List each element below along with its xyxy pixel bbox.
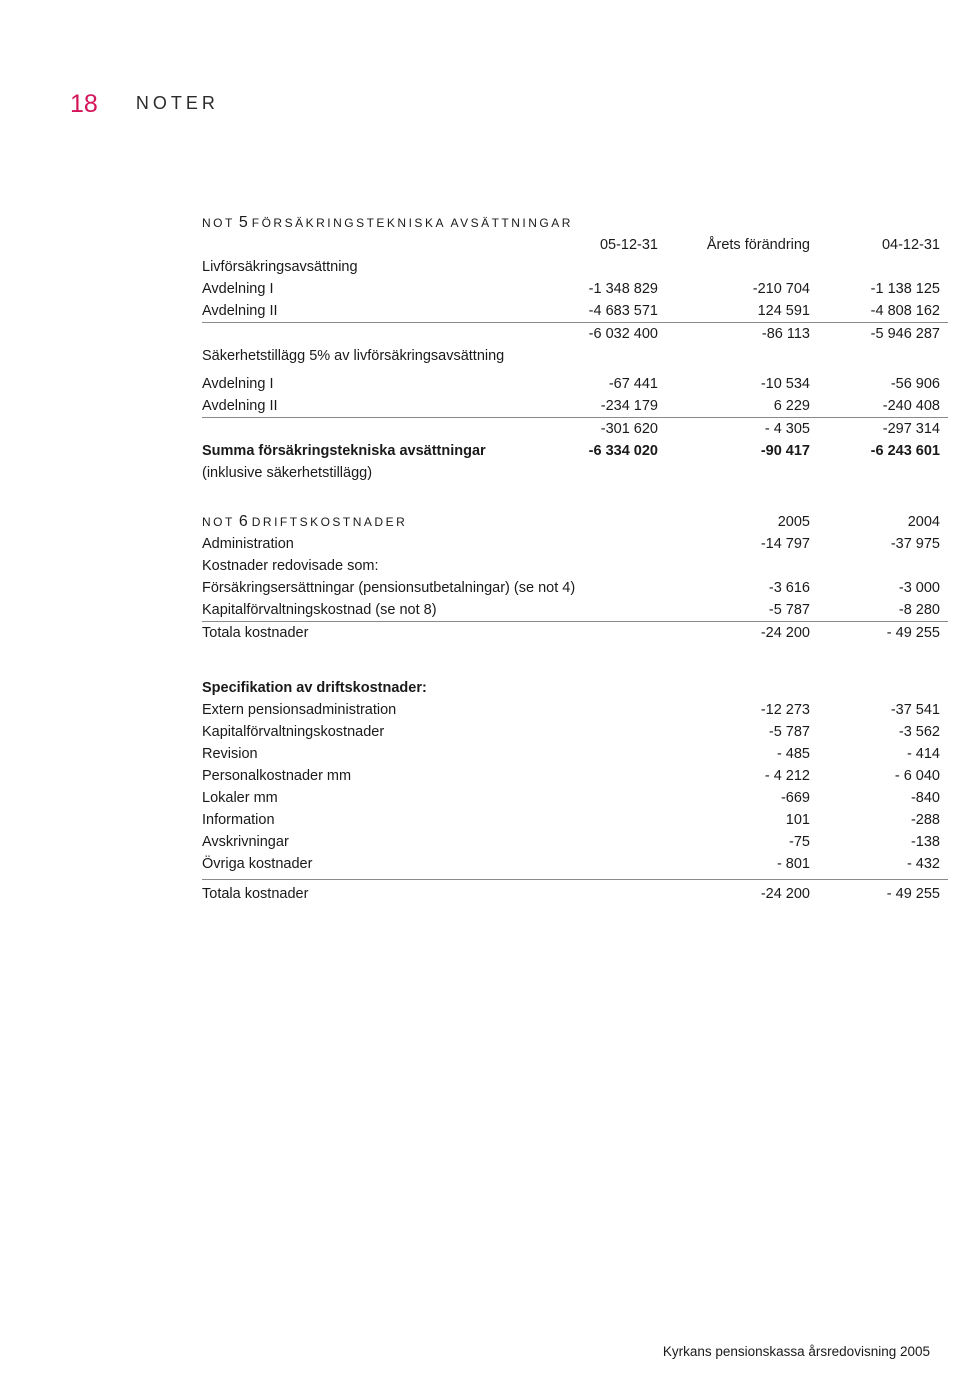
note-6-table	[202, 511, 948, 644]
row-label: Kapitalförvaltningskostnader	[202, 724, 385, 740]
row-value-1: - 4 212	[764, 768, 810, 784]
row-value-2: -3 000	[898, 580, 940, 596]
row-value-1: 101	[785, 812, 810, 828]
note-prefix: NOT	[202, 515, 235, 529]
total-row	[202, 879, 948, 907]
row-value-2: -37 975	[890, 536, 940, 552]
row-label: Information	[202, 812, 275, 828]
table-row	[202, 278, 948, 300]
total-label: Totala kostnader	[202, 625, 309, 641]
table-row	[202, 577, 948, 599]
table-row	[202, 853, 948, 875]
row-label: Avdelning II	[202, 398, 278, 414]
row-value-2: - 6 040	[894, 768, 940, 784]
col-header-2005: 2005	[777, 514, 810, 530]
row-value-1: -5 787	[768, 602, 810, 618]
safety-heading: Säkerhetstillägg 5% av livförsäkringsavsättning	[202, 348, 505, 364]
table-row	[202, 395, 948, 417]
row-value-1: -5 787	[768, 724, 810, 740]
table-row	[202, 809, 948, 831]
row-value-1: -669	[780, 790, 810, 806]
total-value-2: - 49 255	[886, 625, 940, 641]
subtotal-value-2: - 4 305	[764, 421, 810, 437]
row-value-1: -4 683 571	[588, 303, 658, 319]
page-header	[70, 90, 219, 119]
page-footer: Kyrkans pensionskassa årsredovisning 2005	[662, 1344, 930, 1359]
col-header-1: 05-12-31	[599, 237, 658, 253]
row-label: Avdelning II	[202, 303, 278, 319]
section-heading	[202, 256, 948, 278]
row-value-2: -37 541	[890, 702, 940, 718]
table-row	[202, 721, 948, 743]
table-row	[202, 300, 948, 322]
note-6-title	[202, 511, 407, 533]
col-header-2004: 2004	[907, 514, 940, 530]
row-value-2: -288	[910, 812, 940, 828]
note-5-title	[202, 212, 573, 234]
sum-row	[202, 440, 948, 462]
row-label: Personalkostnader mm	[202, 768, 352, 784]
row-value-3: -4 808 162	[870, 303, 940, 319]
row-value-1: -234 179	[600, 398, 658, 414]
total-label: Totala kostnader	[202, 886, 309, 902]
subtotal-value-3: -297 314	[882, 421, 940, 437]
sum-label: Summa försäkringstekniska avsättningar	[202, 443, 486, 459]
column-header-row	[202, 234, 948, 256]
sum-note: (inklusive säkerhetstillägg)	[202, 465, 373, 481]
life-heading: Livförsäkringsavsättning	[202, 259, 358, 275]
total-value-2: - 49 255	[886, 886, 940, 902]
sum-value-3: -6 243 601	[870, 443, 940, 459]
row-label: Revision	[202, 746, 258, 762]
table-row	[202, 699, 948, 721]
subtotal-value-1: -6 032 400	[588, 326, 658, 342]
row-value-3: -240 408	[882, 398, 940, 414]
col-header-2: Årets förändring	[706, 237, 810, 253]
row-value-1: -12 273	[760, 702, 810, 718]
subtotal-value-1: -301 620	[600, 421, 658, 437]
note-title-text: DRIFTSKOSTNADER	[251, 515, 408, 529]
table-row	[202, 373, 948, 395]
row-value-3: -1 138 125	[870, 281, 940, 297]
section-title: NOTER	[135, 93, 219, 113]
note-5-table	[202, 212, 948, 484]
section-heading	[202, 345, 948, 373]
row-value-1: -3 616	[768, 580, 810, 596]
row-value-2: -3 562	[898, 724, 940, 740]
subtotal-row	[202, 417, 948, 440]
sum-note-row	[202, 462, 948, 484]
row-value-2: -8 280	[898, 602, 940, 618]
table-row	[202, 787, 948, 809]
note-6-title-row	[202, 511, 948, 533]
table-row	[202, 533, 948, 555]
row-label: Extern pensionsadministration	[202, 702, 397, 718]
row-label: Avdelning I	[202, 281, 274, 297]
spec-heading: Specifikation av driftskostnader:	[202, 680, 427, 696]
row-label: Administration	[202, 536, 294, 552]
page-number: 18	[70, 90, 98, 118]
subtotal-row	[202, 322, 948, 345]
table-row	[202, 743, 948, 765]
note-5-title-row	[202, 212, 948, 234]
note-title-text: FÖRSÄKRINGSTEKNISKA AVSÄTTNINGAR	[251, 216, 573, 230]
total-row	[202, 621, 948, 644]
row-value-2: 124 591	[757, 303, 810, 319]
spec-heading-row	[202, 677, 948, 699]
table-row	[202, 599, 948, 621]
spec-table	[202, 677, 948, 907]
total-value-1: -24 200	[760, 625, 810, 641]
row-value-1: -67 441	[608, 376, 658, 392]
row-value-3: -56 906	[890, 376, 940, 392]
row-value-2: -138	[910, 834, 940, 850]
total-value-1: -24 200	[760, 886, 810, 902]
row-value-1: -1 348 829	[588, 281, 658, 297]
row-label: Kapitalförvaltningskostnad (se not 8)	[202, 602, 437, 618]
note-number: 5	[238, 214, 248, 231]
row-value-1: -75	[789, 834, 810, 850]
reported-as-label: Kostnader redovisade som:	[202, 558, 379, 574]
row-value-2: - 432	[906, 856, 940, 872]
row-label: Avskrivningar	[202, 834, 289, 850]
row-label: Försäkringsersättningar (pensionsutbetalningar) (se not 4)	[202, 580, 576, 596]
row-label: Övriga kostnader	[202, 856, 313, 872]
row-label: Avdelning I	[202, 376, 274, 392]
row-value-2: -210 704	[752, 281, 810, 297]
subtotal-value-3: -5 946 287	[870, 326, 940, 342]
row-value-1: - 485	[776, 746, 810, 762]
table-row	[202, 831, 948, 853]
table-row	[202, 765, 948, 787]
row-label: Lokaler mm	[202, 790, 278, 806]
row-value-2: -840	[910, 790, 940, 806]
row-value-2: 6 229	[773, 398, 810, 414]
subtotal-value-2: -86 113	[761, 326, 810, 342]
row-value-1: -14 797	[760, 536, 810, 552]
subheading-row	[202, 555, 948, 577]
row-value-1: - 801	[776, 856, 810, 872]
row-value-2: - 414	[906, 746, 940, 762]
sum-value-2: -90 417	[760, 443, 810, 459]
col-header-3: 04-12-31	[881, 237, 940, 253]
note-number: 6	[238, 513, 248, 530]
note-prefix: NOT	[202, 216, 235, 230]
row-value-2: -10 534	[760, 376, 810, 392]
sum-value-1: -6 334 020	[588, 443, 658, 459]
